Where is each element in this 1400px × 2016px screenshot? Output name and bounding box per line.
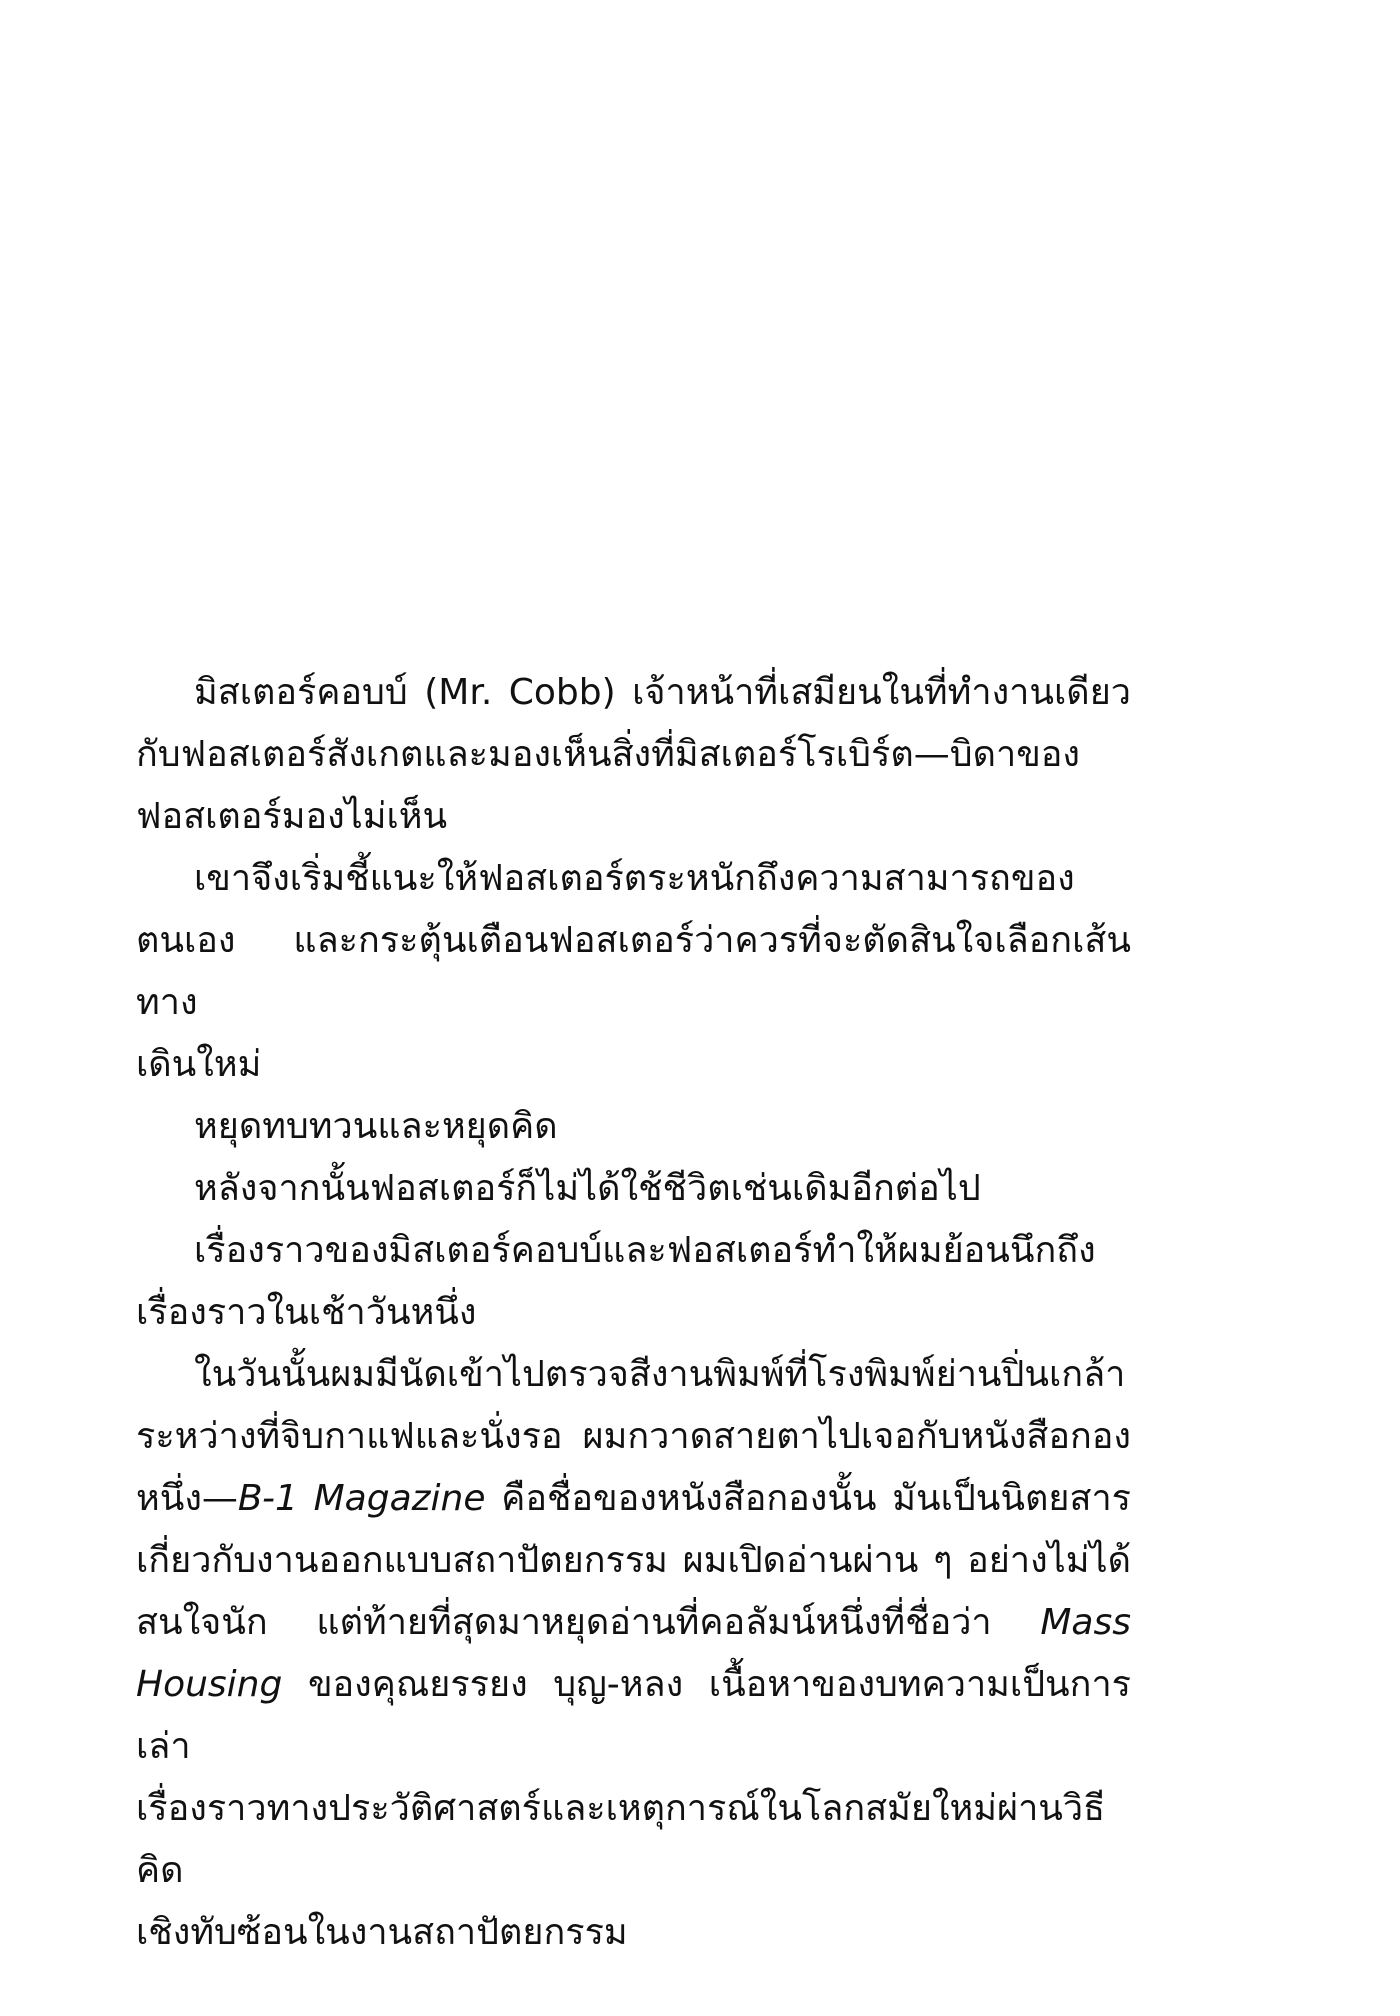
column-title: Mass [1040,1602,1131,1643]
paragraph-line: มิสเตอร์คอบบ์ (Mr. Cobb) เจ้าหน้าที่เสมียนในที่ทำงานเดียว [194,672,1131,713]
paragraph-line: เขาจึงเริ่มชี้แนะให้ฟอสเตอร์ตระหนักถึงความสามารถของ [194,858,1075,899]
paragraph-line: เดินใหม่ [136,1044,262,1085]
paragraph-line: เรื่องราวในเช้าวันหนึ่ง [136,1292,477,1333]
paragraph [136,1158,1131,1220]
paragraph-line: เกี่ยวกับงานออกแบบสถาปัตยกรรม ผมเปิดอ่านผ่าน ๆ อย่างไม่ได้ [136,1540,1131,1581]
paragraph-line: หยุดทบทวนและหยุดคิด [194,1106,558,1147]
paragraph-line: เชิงทับซ้อนในงานสถาปัตยกรรม [136,1912,628,1953]
paragraph-line: เรื่องราวของมิสเตอร์คอบบ์และฟอสเตอร์ทำให้ผมย้อนนึกถึง [194,1230,1096,1271]
magazine-title: B-1 Magazine [237,1478,486,1519]
body-text [136,662,1131,1964]
line-text: สนใจนัก แต่ท้ายที่สุดมาหยุดอ่านที่คอลัมน์หนึ่งที่ชื่อว่า [136,1602,1041,1643]
paragraph-line [136,1654,1131,1778]
paragraph-line: ฟอสเตอร์มองไม่เห็น [136,796,448,837]
paragraph [136,1344,1131,1964]
paragraph-line: กับฟอสเตอร์สังเกตและมองเห็นสิ่งที่มิสเตอร์โรเบิร์ต—บิดาของ [136,734,1080,775]
paragraph-line: ระหว่างที่จิบกาแฟและนั่งรอ ผมกวาดสายตาไปเจอกับหนังสือกอง [136,1416,1131,1457]
line-text: หนึ่ง— [136,1478,238,1519]
column-title: Housing [136,1664,283,1705]
paragraph [136,662,1131,848]
paragraph-line: ในวันนั้นผมมีนัดเข้าไปตรวจสีงานพิมพ์ที่โรงพิมพ์ย่านปิ่นเกล้า [194,1354,1126,1395]
paragraph [136,1220,1131,1344]
paragraph [136,1096,1131,1158]
line-text: ของคุณยรรยง บุญ-หลง เนื้อหาของบทความเป็นการเล่า [136,1664,1131,1767]
paragraph-line: หลังจากนั้นฟอสเตอร์ก็ไม่ได้ใช้ชีวิตเช่นเดิมอีกต่อไป [194,1168,981,1209]
line-text: คือชื่อของหนังสือกองนั้น มันเป็นนิตยสาร [485,1478,1131,1519]
paragraph-line: เรื่องราวทางประวัติศาสตร์และเหตุการณ์ในโลกสมัยใหม่ผ่านวิธีคิด [136,1788,1106,1891]
paragraph-line [136,1592,1131,1654]
paragraph-line: ตนเอง และกระตุ้นเตือนฟอสเตอร์ว่าควรที่จะตัดสินใจเลือกเส้นทาง [136,920,1131,1023]
paragraph-line [136,1468,1131,1530]
paragraph [136,848,1131,1096]
